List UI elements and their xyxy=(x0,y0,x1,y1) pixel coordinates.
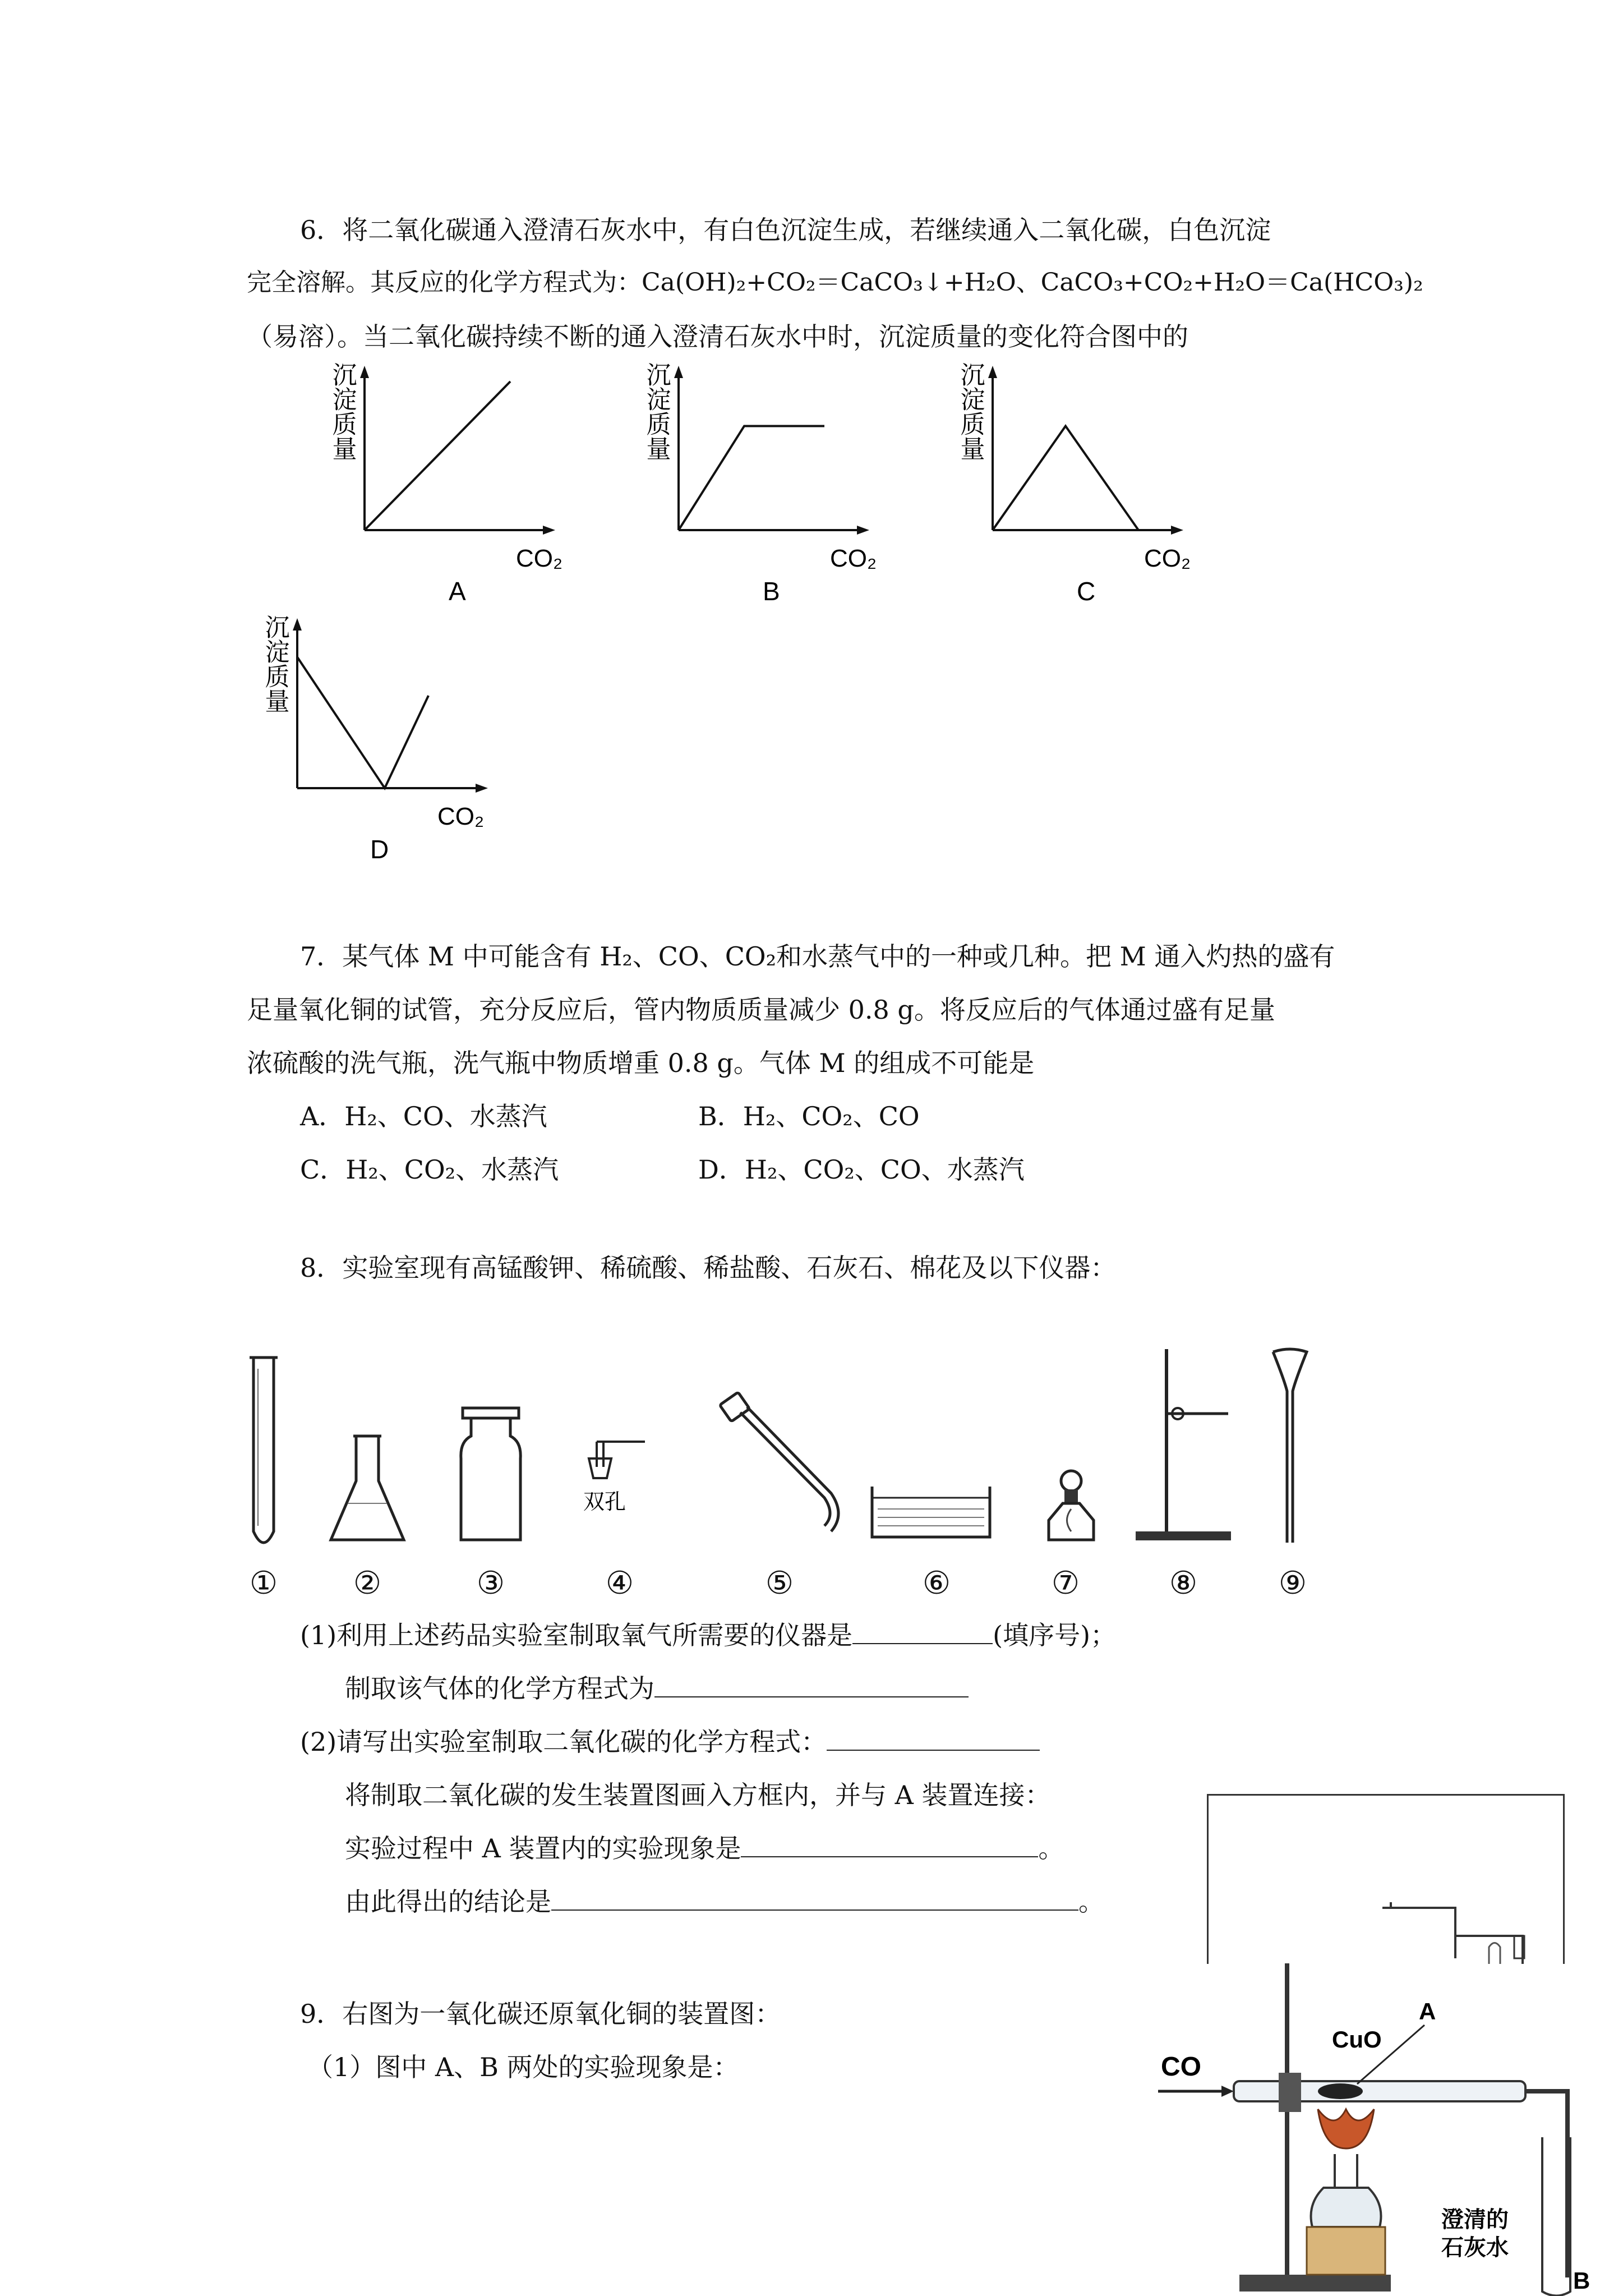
chart-b-series xyxy=(679,426,824,531)
delivery-tube-icon xyxy=(712,1346,858,1559)
chart-a-ylabel: 沉淀质量 xyxy=(328,362,356,461)
app-cuo-label: CuO xyxy=(1332,2026,1382,2053)
q6-line2: 完全溶解。其反应的化学方程式为：Ca(OH)₂+CO₂＝CaCO₃↓+H₂O、CaCO₃+CO₂+H₂O＝Ca(HCO₃)₂ xyxy=(247,268,1423,297)
chart-c-ylabel: 沉淀质量 xyxy=(956,362,984,461)
q8-part2-conclusion-text: 由此得出的结论是 xyxy=(345,1887,551,1917)
chart-a-axes xyxy=(360,366,555,535)
app-water-label-1: 澄清的 xyxy=(1441,2207,1509,2232)
instrument-label-1: ① xyxy=(249,1565,278,1602)
chart-c-axes xyxy=(988,366,1183,535)
instrument-label-7: ⑦ xyxy=(1051,1565,1080,1602)
chart-b-xlabel: CO₂ xyxy=(830,545,877,572)
q8-part1-suffix: (填序号)； xyxy=(993,1620,1117,1650)
instrument-label-9: ⑨ xyxy=(1278,1565,1307,1602)
chart-d-xlabel: CO₂ xyxy=(437,803,485,830)
chart-c-label: C xyxy=(1077,577,1096,606)
q6-line1: 6．将二氧化碳通入澄清石灰水中，有白色沉淀生成，若继续通入二氧化碳，白色沉淀 xyxy=(300,215,1271,245)
q8-intro: 8．实验室现有高锰酸钾、稀硫酸、稀盐酸、石灰石、棉花及以下仪器： xyxy=(300,1253,1117,1283)
q7-option-c: C．H₂、CO₂、水蒸汽 xyxy=(300,1154,559,1185)
chart-a-svg xyxy=(314,359,594,611)
q7-option-d: D．H₂、CO₂、CO、水蒸汽 xyxy=(698,1154,1025,1185)
q8-part1-text: (1)利用上述药品实验室制取氧气所需要的仪器是 xyxy=(300,1620,853,1650)
chart-d xyxy=(247,611,527,866)
chart-c-xlabel: CO₂ xyxy=(1144,545,1191,572)
q8-part2-line xyxy=(300,1725,1040,1759)
instrument-label-2: ② xyxy=(353,1565,382,1602)
q7-line1: 7．某气体 M 中可能含有 H₂、CO、CO₂和水蒸气中的一种或几种。把 M 通入灼热的盛有 xyxy=(300,941,1335,972)
chart-c-svg xyxy=(942,359,1223,611)
chart-d-label: D xyxy=(370,835,389,864)
q7-option-a: A．H₂、CO、水蒸汽 xyxy=(300,1101,547,1131)
q8-answer-instruments[interactable] xyxy=(852,1618,993,1644)
chart-c-series xyxy=(993,426,1138,531)
water-trough-icon xyxy=(866,1346,995,1559)
app-co-label: CO xyxy=(1161,2052,1201,2082)
instrument-label-8: ⑧ xyxy=(1169,1565,1198,1602)
gas-jar-icon xyxy=(454,1346,527,1559)
q8-part2-draw-line: 将制取二氧化碳的发生装置图画入方框内，并与 A 装置连接： xyxy=(345,1780,1051,1810)
chart-a xyxy=(314,359,594,614)
chart-b-ylabel: 沉淀质量 xyxy=(642,362,670,461)
q6-line3: （易溶）。当二氧化碳持续不断的通入澄清石灰水中时，沉淀质量的变化符合图中的 xyxy=(247,321,1188,352)
chart-a-xlabel: CO₂ xyxy=(516,545,563,572)
instrument-label-3: ③ xyxy=(476,1565,505,1602)
chart-d-series xyxy=(297,657,428,788)
app-water-label-2: 石灰水 xyxy=(1441,2235,1509,2260)
chart-c xyxy=(942,359,1223,614)
q8-part1-equation-line xyxy=(345,1672,969,1705)
q7-option-b: B．H₂、CO₂、CO xyxy=(698,1101,920,1131)
q8-answer-o2-equation[interactable] xyxy=(654,1672,969,1697)
q8-part1-equation-text: 制取该气体的化学方程式为 xyxy=(345,1673,654,1704)
q8-answer-conclusion[interactable] xyxy=(551,1885,1078,1911)
apparatus-a-partial xyxy=(1209,1796,1563,1964)
instrument-label-5: ⑤ xyxy=(765,1565,794,1602)
chart-b-axes xyxy=(674,366,869,535)
q8-part2-conclusion-line xyxy=(345,1885,1104,1918)
conical-flask-icon xyxy=(325,1346,409,1559)
chart-b xyxy=(628,359,909,614)
iron-stand-icon xyxy=(1127,1346,1239,1559)
q8-answer-phenomenon[interactable] xyxy=(741,1832,1038,1857)
q8-period-2: 。 xyxy=(1078,1887,1104,1917)
chart-a-series xyxy=(365,381,510,530)
instrument-label-4: ④ xyxy=(605,1565,634,1602)
q9-part1: （1）图中 A、B 两处的实验现象是： xyxy=(307,2052,739,2082)
q8-part2-text: (2)请写出实验室制取二氧化碳的化学方程式： xyxy=(300,1727,827,1757)
chart-a-label: A xyxy=(449,577,466,606)
app-b-label: B xyxy=(1573,2267,1590,2294)
stopper-label: 双孔 xyxy=(583,1489,626,1514)
test-tube-icon xyxy=(241,1346,286,1559)
app-a-label: A xyxy=(1419,1998,1436,2024)
chart-b-label: B xyxy=(763,577,780,606)
alcohol-lamp-icon xyxy=(1038,1346,1105,1559)
q9-intro: 9．右图为一氧化碳还原氧化铜的装置图： xyxy=(300,1999,781,2029)
q8-part2-phenomenon-text: 实验过程中 A 装置内的实验现象是 xyxy=(345,1833,741,1864)
q7-line2: 足量氧化铜的试管，充分反应后，管内物质质量减少 0.8 g。将反应后的气体通过盛有足量 xyxy=(247,995,1275,1025)
q8-answer-co2-equation[interactable] xyxy=(827,1725,1040,1751)
q8-part1-line xyxy=(300,1618,1116,1652)
q8-part2-phenomenon-line xyxy=(345,1832,1064,1865)
q8-period-1: 。 xyxy=(1038,1833,1064,1864)
co-reduction-apparatus xyxy=(1155,1963,1590,2296)
q7-line3: 浓硫酸的洗气瓶，洗气瓶中物质增重 0.8 g。气体 M 的组成不可能是 xyxy=(247,1048,1035,1078)
chart-d-ylabel: 沉淀质量 xyxy=(261,614,289,713)
chart-b-svg xyxy=(628,359,909,611)
instrument-label-6: ⑥ xyxy=(922,1565,951,1602)
drawing-answer-box[interactable] xyxy=(1207,1794,1565,1964)
chart-d-svg xyxy=(247,611,527,864)
long-neck-funnel-icon xyxy=(1262,1346,1318,1559)
chart-d-axes xyxy=(293,618,488,793)
two-hole-stopper-icon xyxy=(578,1346,662,1559)
